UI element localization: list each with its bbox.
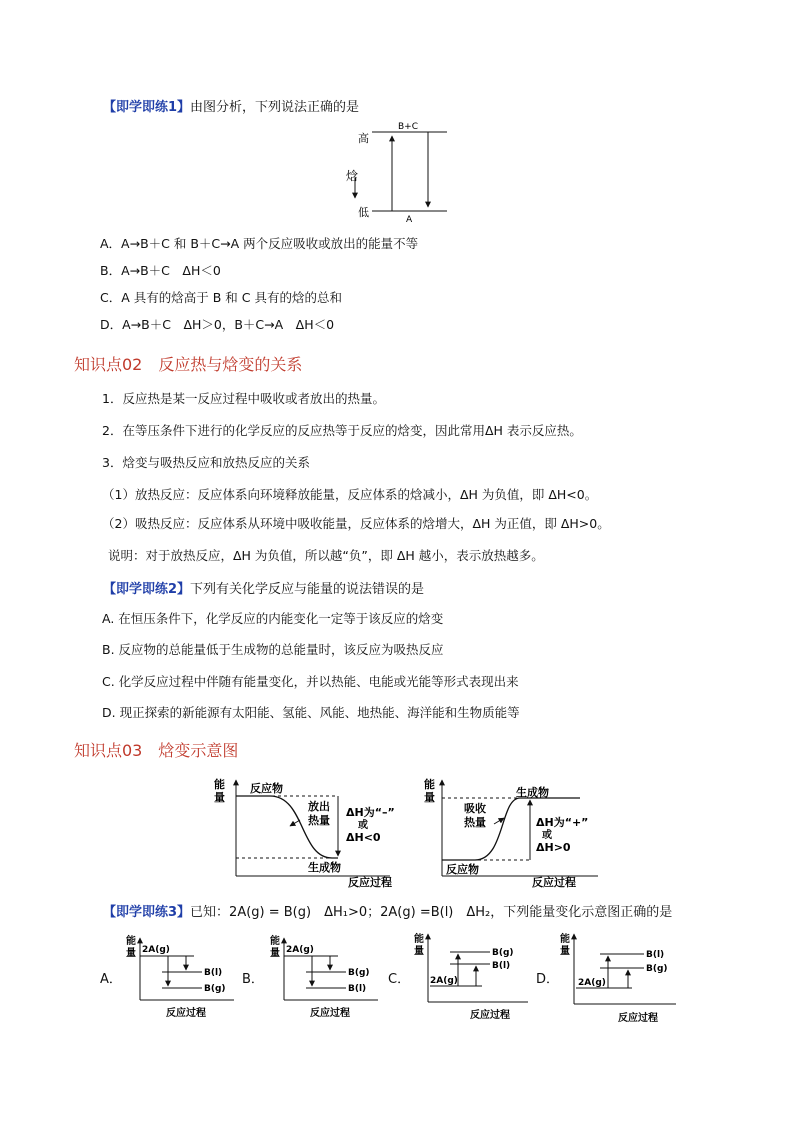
x-label: 反应过程 [166, 1008, 206, 1019]
x-label: 反应过程 [348, 876, 392, 888]
heat-label: 热量 [308, 814, 330, 827]
y-label: 能 [560, 934, 570, 945]
exothermic-diagram [210, 770, 410, 888]
sec2-line: （2）吸热反应：反应体系从环境中吸收能量，反应体系的焓增大，ΔH 为正值，即 ΔH>0。 [102, 516, 610, 531]
level-label: B(g) [646, 964, 668, 974]
delta-h-label: ΔH<0 [346, 831, 381, 844]
ex1-option-c: C．A 具有的焓高于 B 和 C 具有的焓的总和 [100, 290, 342, 305]
exercise-2-prompt [103, 578, 424, 597]
endothermic-diagram [420, 770, 620, 888]
ex2-option-d: D. 现正探索的新能源有太阳能、氢能、风能、地热能、海洋能和生物质能等 [102, 705, 520, 720]
heat-arrow [290, 820, 300, 826]
level-label: B(g) [348, 968, 370, 978]
x-label: 反应过程 [310, 1008, 350, 1019]
sec2-line: 3．焓变与吸热反应和放热反应的关系 [102, 455, 310, 470]
ex2-option-b: B. 反应物的总能量低于生成物的总能量时，该反应为吸热反应 [102, 642, 444, 657]
y-label: 量 [560, 946, 570, 957]
level-label: B(g) [492, 948, 514, 958]
x-label: 反应过程 [532, 876, 576, 888]
exercise-tag: 【即学即练1】 [103, 100, 191, 115]
y-label: 能 [126, 936, 136, 947]
label-enthalpy: 焓 [346, 169, 359, 183]
ex3-graph-d [556, 928, 681, 1026]
y-label: 量 [214, 791, 225, 804]
delta-h-label: ΔH为“–” [346, 806, 395, 819]
level-label: 2A(g) [578, 978, 606, 988]
y-label: 量 [424, 791, 435, 804]
exercise-question: 已知：2A(g) = B(g) ΔH₁>0；2A(g) =B(l) ΔH₂，下列能量变化示意图正确的是 [190, 905, 673, 920]
y-label: 能 [270, 936, 280, 947]
ex3-option-a: A． [100, 972, 122, 987]
ex3-option-d: D． [536, 972, 560, 987]
ex1-option-b: B．A→B＋C ΔH＜0 [100, 263, 221, 278]
heat-label: 热量 [464, 816, 486, 829]
label-a: A [406, 215, 413, 225]
ex3-graph-a [122, 930, 242, 1020]
y-label: 量 [270, 948, 280, 959]
level-label: 2A(g) [430, 976, 458, 986]
exercise-tag: 【即学即练2】 [103, 582, 191, 597]
exercise-3-prompt [103, 901, 672, 920]
exercise-question: 下列有关化学反应与能量的说法错误的是 [190, 582, 425, 597]
exercise-1-prompt [103, 96, 359, 115]
ex3-graph-c [410, 928, 535, 1023]
ex1-option-a: A．A→B＋C 和 B＋C→A 两个反应吸收或放出的能量不等 [100, 236, 419, 251]
sec2-line: （1）放热反应：反应体系向环境释放能量，反应体系的焓减小，ΔH 为负值，即 ΔH<0。 [102, 487, 598, 502]
reactant-label: 反应物 [250, 782, 283, 795]
product-label: 生成物 [308, 861, 341, 874]
delta-h-label: ΔH为“+” [536, 816, 589, 829]
level-label: B(l) [348, 984, 367, 994]
ex3-option-c: C． [388, 972, 411, 987]
ex3-graph-b [266, 930, 386, 1020]
ex2-option-c: C. 化学反应过程中伴随有能量变化，并以热能、电能或光能等形式表现出来 [102, 674, 519, 689]
level-label: 2A(g) [142, 945, 170, 955]
sec2-line: 2．在等压条件下进行的化学反应的反应热等于反应的焓变，因此常用ΔH 表示反应热。 [102, 423, 582, 438]
ex3-option-b: B． [242, 972, 264, 987]
or-label: 或 [358, 820, 368, 831]
section-title-03: 知识点03 焓变示意图 [74, 741, 239, 760]
product-label: 生成物 [516, 786, 549, 799]
ex2-option-a: A. 在恒压条件下，化学反应的内能变化一定等于该反应的焓变 [102, 611, 444, 626]
y-label: 量 [126, 948, 136, 959]
exercise-tag: 【即学即练3】 [103, 905, 191, 920]
section-title-02: 知识点02 反应热与焓变的关系 [74, 355, 303, 374]
label-high: 高 [358, 132, 369, 145]
level-label: B(l) [646, 950, 665, 960]
sec2-line: 1．反应热是某一反应过程中吸收或者放出的热量。 [102, 391, 385, 406]
label-bc: B+C [398, 122, 418, 132]
heat-label: 吸收 [464, 802, 486, 815]
level-label: B(l) [492, 961, 511, 971]
y-label: 能 [424, 778, 435, 791]
label-low: 低 [358, 206, 369, 219]
reactant-label: 反应物 [446, 863, 479, 876]
x-label: 反应过程 [470, 1010, 510, 1021]
delta-h-label: ΔH>0 [536, 841, 571, 854]
level-label: 2A(g) [286, 945, 314, 955]
enthalpy-diagram-1 [340, 118, 455, 226]
x-label: 反应过程 [618, 1013, 658, 1024]
y-label: 量 [414, 946, 424, 957]
level-label: B(l) [204, 968, 223, 978]
level-label: B(g) [204, 984, 226, 994]
sec2-note: 说明：对于放热反应，ΔH 为负值，所以越“负”，即 ΔH 越小，表示放热越多。 [108, 548, 544, 563]
y-label: 能 [414, 934, 424, 945]
y-label: 能 [214, 778, 225, 791]
exercise-question: 由图分析，下列说法正确的是 [190, 100, 360, 115]
or-label: 或 [542, 830, 552, 841]
ex1-option-d: D．A→B＋C ΔH＞0，B＋C→A ΔH＜0 [100, 317, 335, 332]
heat-label: 放出 [308, 800, 330, 813]
